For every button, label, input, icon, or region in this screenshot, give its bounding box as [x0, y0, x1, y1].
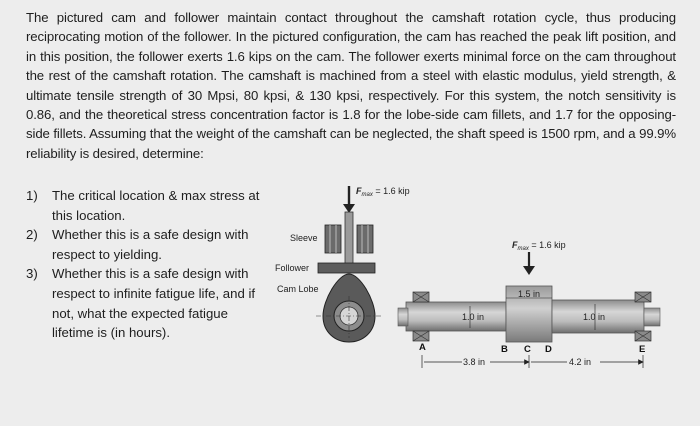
- point-label-a: A: [419, 342, 426, 353]
- problem-paragraph: The pictured cam and follower maintain contact throughout the camshaft rotation cycle, thus producing reciprocating motion of the follower. In the pictured configuration, the cam has reached the peak lift position, and in this position, the follower exerts 1.6 kips on the cam. The follower exerts minimal force on the cam throughout the rest of the camshaft rotation. The camshaft is machined from a steel with elastic modulus, yield strength, & ultimate tensile strength of 30 Mpsi, 80 kpsi, & 130 kpsi, respectively. For this system, the notch sensitivity is 0.86, and the theoretical stress concentration factor is 1.8 for the lobe-side cam fillets, and 1.7 for the opposing-side fillets. Assuming that the weight of the camshaft can be neglected, the shaft speed is 1500 rpm, and a 99.9% reliability is desired, determine:: [26, 10, 676, 161]
- cam-lobe-label: Cam Lobe: [277, 284, 319, 294]
- shaft-end-right: [644, 308, 660, 326]
- span-right-label: 4.2 in: [569, 357, 592, 367]
- dim-right-label: 1.0 in: [583, 312, 606, 322]
- question-number: 2): [26, 227, 38, 243]
- camshaft-figure: [398, 240, 660, 368]
- point-label-b: B: [501, 344, 508, 355]
- question-number: 3): [26, 266, 38, 282]
- point-label-c: C: [524, 344, 531, 355]
- push-rod: [345, 212, 353, 268]
- point-label-e: E: [639, 344, 646, 355]
- question-text: Whether this is a safe design with respect to infinite fatigue life, and if not, what the expected fatigue lifetime is (in hours).: [52, 266, 256, 341]
- question-number: 1): [26, 188, 38, 203]
- dim-left-label: 1.0 in: [462, 312, 485, 322]
- shaft-end-left: [398, 308, 408, 326]
- question-text: Whether this is a safe design with respect to yielding.: [52, 227, 249, 262]
- cam-force-label: $F_{max} = 1.6$ kip: [356, 186, 410, 198]
- question-text: The critical location & max stress at this location.: [52, 188, 260, 223]
- shaft-left-segment: [406, 302, 506, 331]
- dim-lobe-label: 1.5 in: [517, 289, 541, 299]
- span-left-label: 3.8 in: [463, 357, 486, 367]
- follower-label: Follower: [275, 263, 310, 273]
- shaft-force-arrowhead: [523, 266, 535, 275]
- shaft-force-label: $F_{max} = 1.6$ kip: [512, 240, 566, 252]
- sleeve-label: Sleeve: [290, 233, 318, 243]
- point-label-d: D: [545, 344, 552, 355]
- cam-follower-figure: [275, 186, 410, 342]
- follower-plate: [318, 263, 375, 273]
